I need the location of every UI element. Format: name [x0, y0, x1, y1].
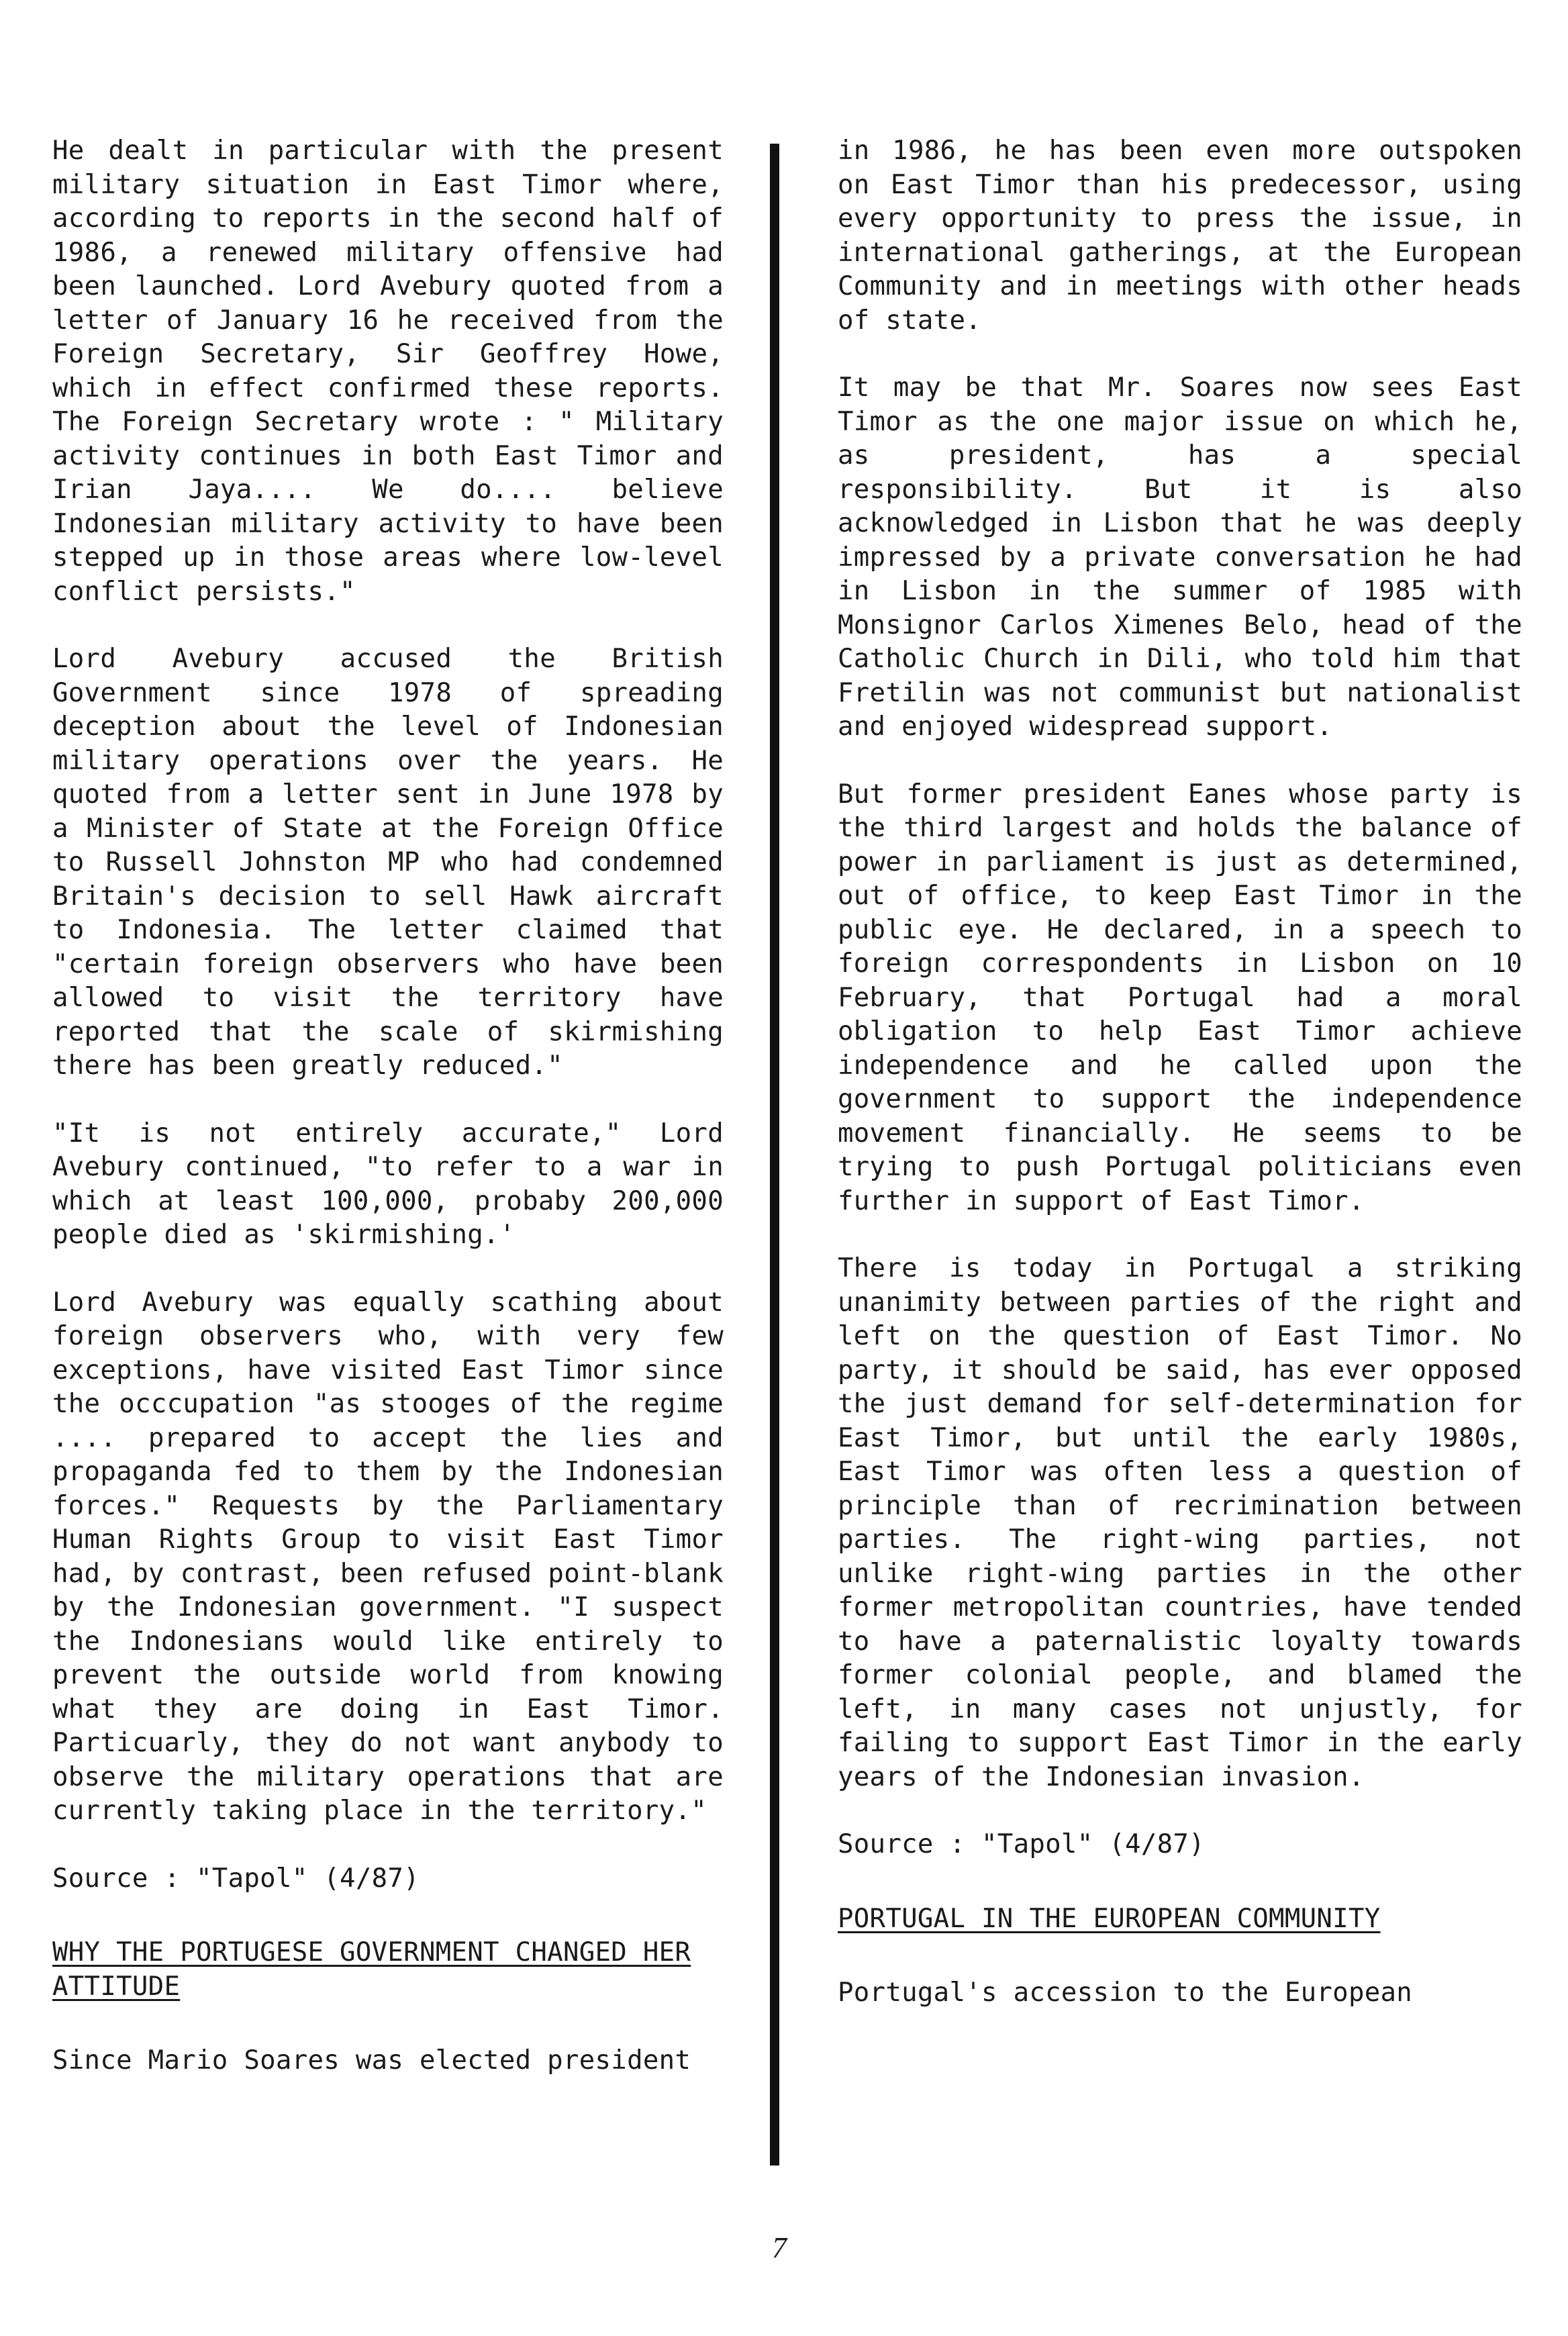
page-number: 7 — [772, 2231, 787, 2264]
section-heading: PORTUGAL IN THE EUROPEAN COMMUNITY — [838, 1903, 1381, 1934]
paragraph: Since Mario Soares was elected president — [52, 2045, 691, 2076]
paragraph: Lord Avebury accused the British Government since 1978 of spreading deception about the level of Indonesian military operations over the years. He quoted from a letter sent in June 1978 by a Minister of State at the Foreign Office to Russell Johnston MP who had condemned Britain's decision to sell Hawk aircraft to Indonesia. The letter claimed that "certain foreign observers who have been allowed to visit the territory have reported that the scale of skirmishing there has been greatly reduced." — [52, 644, 724, 1081]
section-heading: WHY THE PORTUGESE GOVERNMENT CHANGED HER ATTITUDE — [52, 1937, 691, 2002]
paragraph: He dealt in particular with the present military situation in East Timor where, according to reports in the second half of 1986, a renewed military offensive had been launched. Lord Avebury quoted from a letter of January 16 he received from the Foreign Secretary, Sir Geoffrey Howe, which in effect confirmed these reports. The Foreign Secretary wrote : " Military activity continues in both East Timor and Irian Jaya.... We do.... believe Indonesian military activity to have been stepped up in those areas where low-level conflict persists." — [52, 136, 724, 607]
paragraph: in 1986, he has been even more outspoken on East Timor than his predecessor, using every opportunity to press the issue, in international gatherings, at the European Community and in meetings with other heads of state. — [838, 136, 1522, 336]
column-divider — [770, 144, 779, 2165]
right-column — [838, 134, 1522, 2044]
paragraph: Lord Avebury was equally scathing about foreign observers who, with very few exceptions, have visited East Timor since the occcupation "as stooges of the regime .... prepared to accept the lies and propaganda fed to them by the Indonesian forces." Requests by the Parliamentary Human Rights Group to visit East Timor had, by contrast, been refused point-blank by the Indonesian government. "I suspect the Indonesians would like entirely to prevent the outside world from knowing what they are doing in East Timor. Particuarly, they do not want anybody to observe the military operations that are currently taking place in the territory." — [52, 1287, 724, 1826]
source-citation: Source : "Tapol" (4/87) — [52, 1863, 420, 1894]
paragraph: It may be that Mr. Soares now sees East Timor as the one major issue on which he, as president, has a special responsibility. But it is also acknowledged in Lisbon that he was deeply impressed by a private conversation he had in Lisbon in the summer of 1985 with Monsignor Carlos Ximenes Belo, head of the Catholic Church in Dili, who told him that Fretilin was not communist but nationalist and enjoyed widespread support. — [838, 373, 1522, 742]
paragraph: Portugal's accession to the European — [838, 1978, 1413, 2008]
paragraph: But former president Eanes whose party is the third largest and holds the balance of power in parliament is just as determined, out of office, to keep East Timor in the public eye. He declared, in a speech to foreign correspondents in Lisbon on 10 February, that Portugal had a moral obligation to help East Timor achieve independence and he called upon the government to support the independence movement financially. He seems to be trying to push Portugal politicians even further in support of East Timor. — [838, 779, 1522, 1216]
paragraph: There is today in Portugal a striking unanimity between parties of the right and left on the question of East Timor. No party, it should be said, has ever opposed the just demand for self-determination for East Timor, but until the early 1980s, East Timor was often less a question of principle than of recrimination between parties. The right-wing parties, not unlike right-wing parties in the other former metropolitan countries, have tended to have a paternalistic loyalty towards former colonial people, and blamed the left, in many cases not unjustly, for failing to support East Timor in the early years of the Indonesian invasion. — [838, 1253, 1522, 1792]
left-column — [52, 134, 724, 2112]
source-citation: Source : "Tapol" (4/87) — [838, 1829, 1205, 1859]
paragraph: "It is not entirely accurate," Lord Avebury continued, "to refer to a war in which at least 100,000, probaby 200,000 people died as 'skirmishing.' — [52, 1118, 724, 1250]
